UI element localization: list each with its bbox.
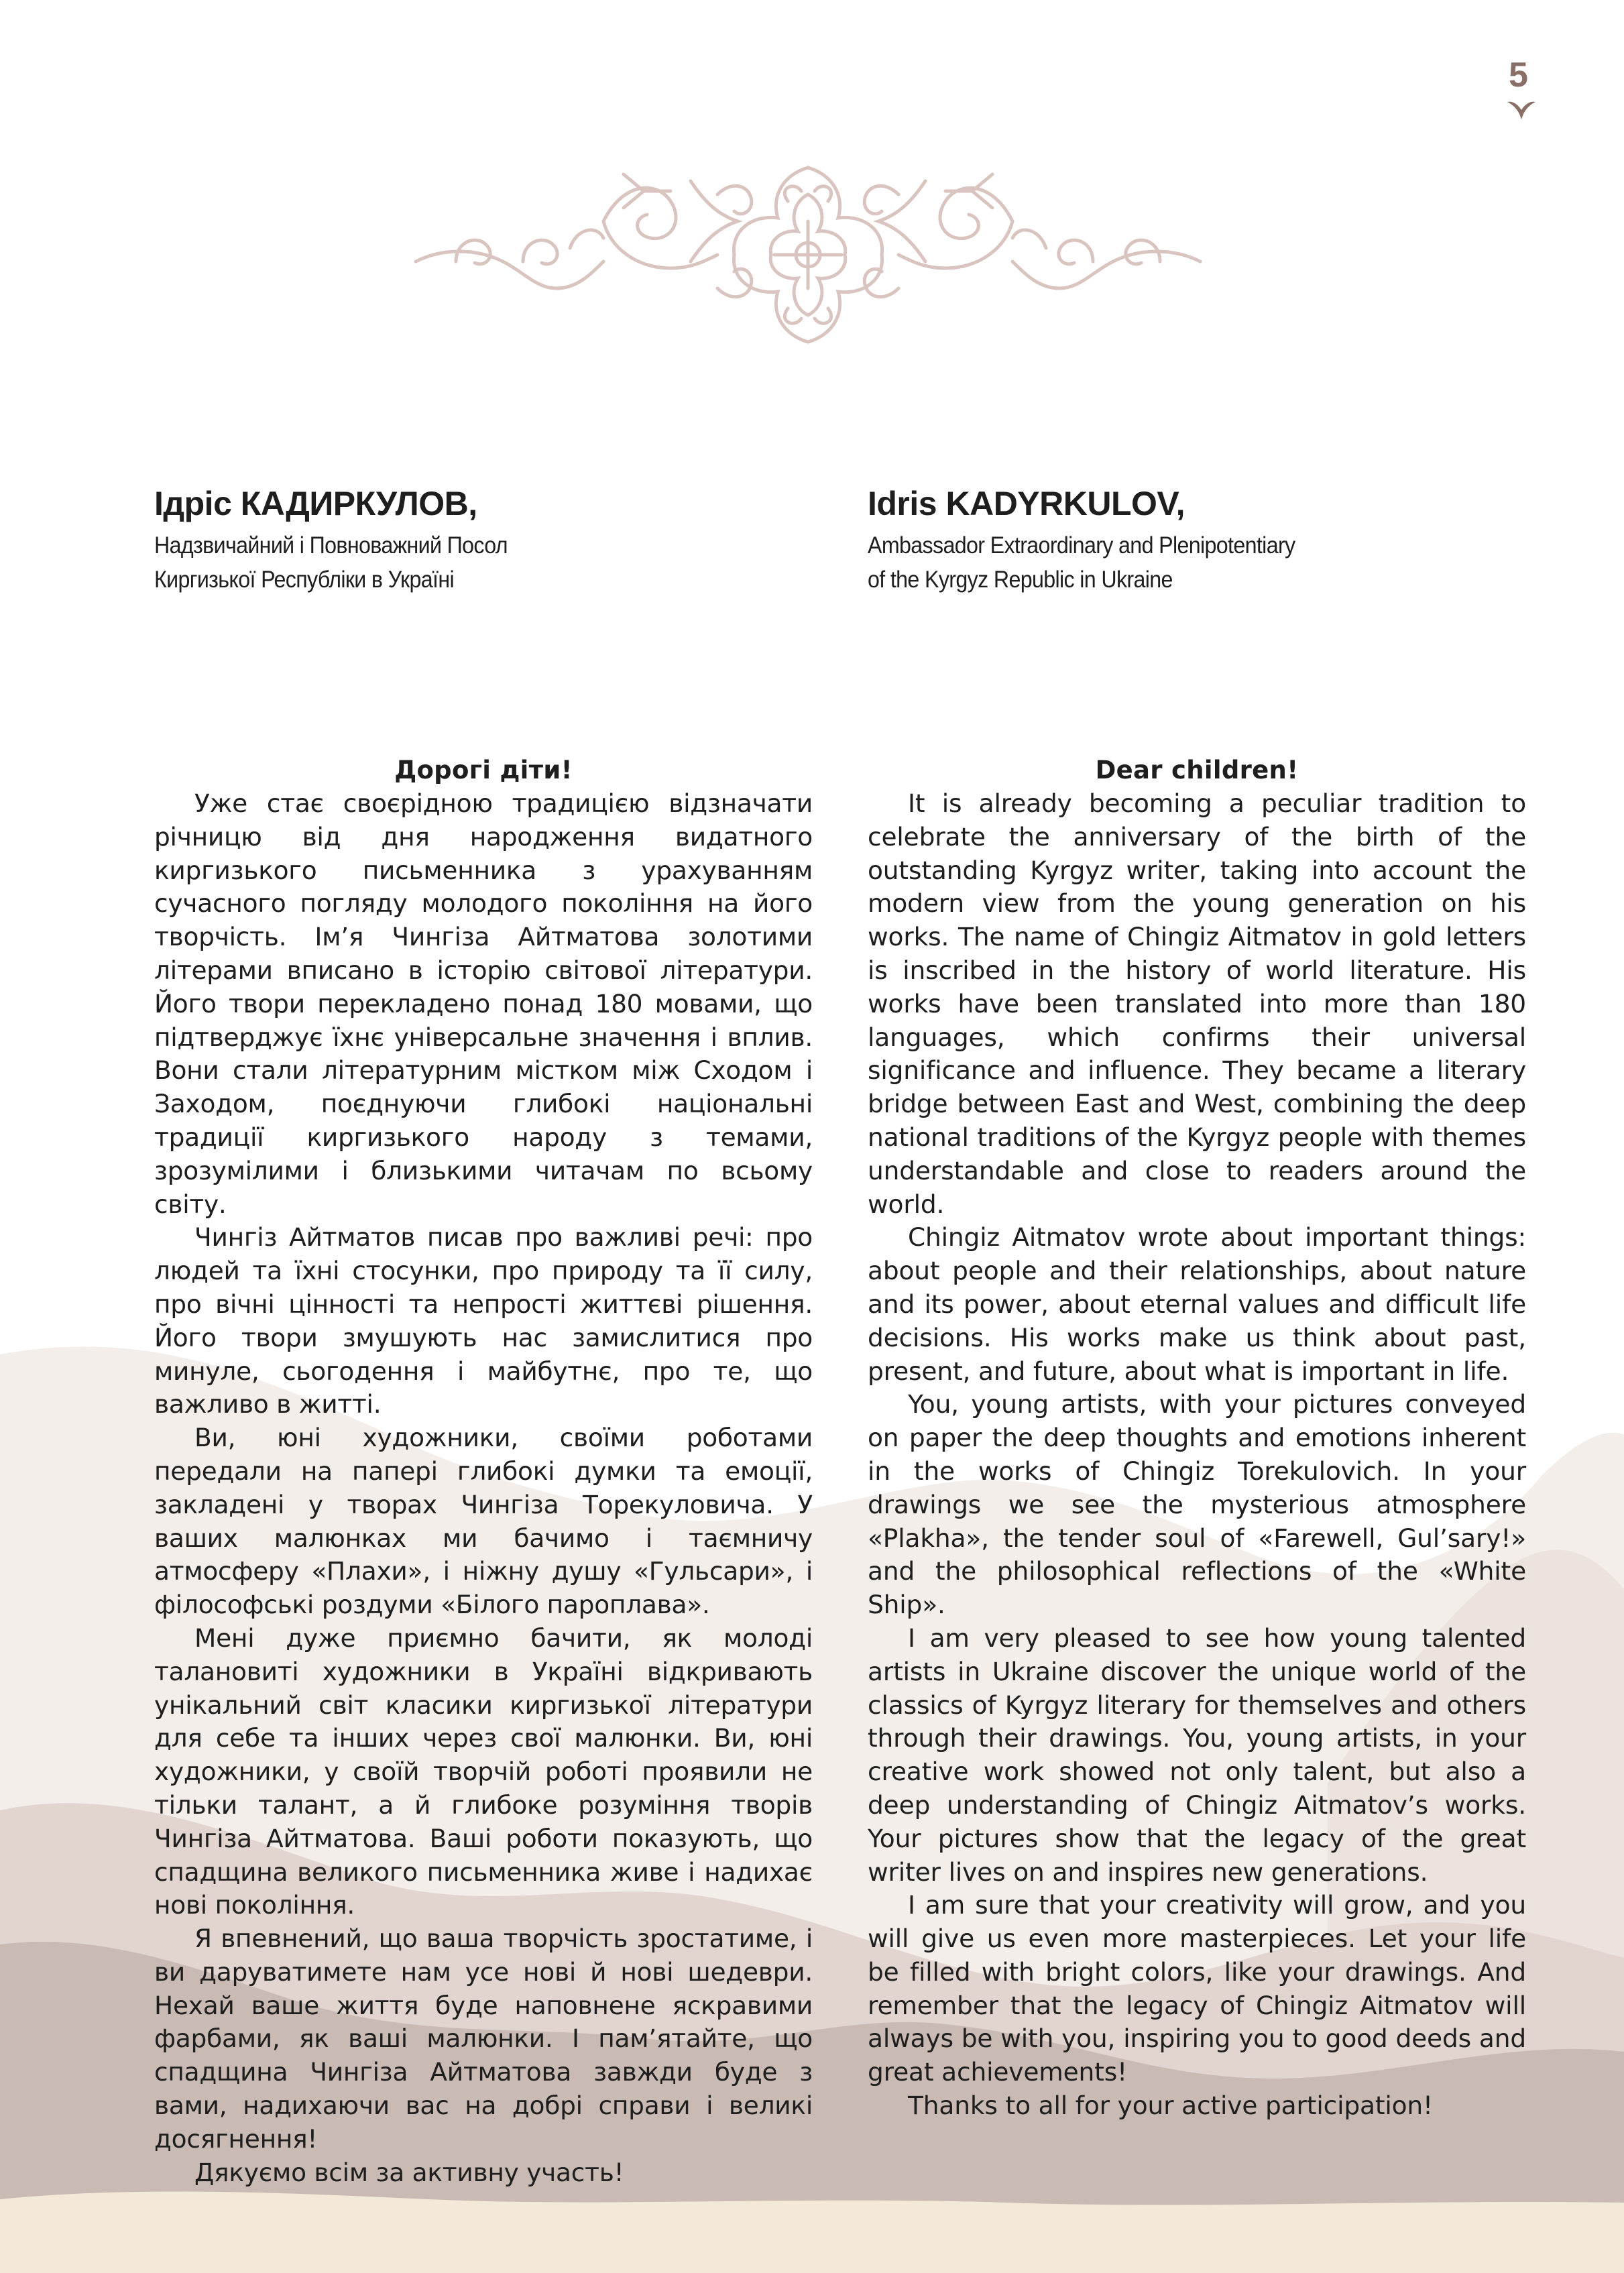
page-number: 5 [1509,56,1528,95]
ornament-right [864,174,1200,297]
author-role-en-line2: of the Kyrgyz Republic in Ukraine [868,567,1173,593]
letter-paragraph-en: I am very pleased to see how young talented artists in Ukraine discover the unique world of the classics of Kyrgyz literary for themselves and others through their drawings. You, young artists, in your creative work showed not only talent, but also a deep understanding of Chingiz Aitmatov’s works. Your pictures show that the legacy of the great writer lives on and inspires new generations. [868,1623,1526,1887]
ornament-center [734,168,882,342]
letter-body-en [868,787,1526,2123]
letter-heading-uk: Дорогі діти! [394,756,573,784]
letter-paragraph-uk: Ви, юні художники, своїми роботами передали на папері глибокі думки та емоції, закладені у творах Чингіза Торекуловича. У ваших малюнках ми бачимо і таємничу атмосферу «Плахи», і ніжну душу «Гульсари», і філософські роздуми «Білого пароплава». [154,1423,813,1620]
letter-paragraph-uk: Уже стає своєрідною традицією відзначати річницю від дня народження видатного киргизького письменника з урахуванням сучасного погляду молодого покоління на його творчість. Ім’я Чингіза Айтматова золотими літерами вписано в історію світової літератури. Його твори перекладено понад 180 мовами, що підтверджує їхнє універсальне значення і вплив. Вони стали літературним містком між Сходом і Заходом, поєднуючи глибокі національні традиції киргизького народу з темами, зрозумілими і близькими читачам по всьому світу. [154,789,813,1219]
author-role-uk-line1: Надзвичайний і Повноважний Посол [154,532,508,559]
letter-column-en [868,754,1526,2123]
letter-paragraph-en: Thanks to all for your active participation! [908,2091,1433,2121]
author-block-en [868,481,1332,597]
bird-icon [1506,98,1537,121]
author-role-en [868,528,1295,597]
letter-body-uk [154,787,813,2189]
author-role-en-line1: Ambassador Extraordinary and Plenipotentiary [868,532,1295,559]
letter-paragraph-uk: Мені дуже приємно бачити, як молоді талановиті художники в Україні відкривають унікальний світ класики киргизької літератури для себе та інших через свої малюнки. Ви, юні художники, у своїй творчій роботі проявили не тільки талант, а й глибоке розуміння творів Чингіза Айтматова. Ваші роботи показують, що спадщина великого письменника живе і надихає нові покоління. [154,1623,813,1920]
letter-paragraph-uk: Чингіз Айтматов писав про важливі речі: про людей та їхні стосунки, про природу та її силу, про вічні цінності та непрості життєві рішення. Його твори змушують нас замислитися про минуле, сьогодення і майбутнє, про те, що важливо в житті. [154,1222,813,1419]
kyrgyz-ornament [402,154,1214,349]
letter-paragraph-uk: Я впевнений, що ваша творчість зростатиме, і ви даруватимете нам усе нові й нові шедеври. Нехай ваше життя буде наповнене яскравими фарбами, як ваші малюнки. І пам’ятайте, що спадщина Чингіза Айтматова завжди буде з вами, надихаючи вас на добрі справи і великі досягнення! [154,1924,813,2154]
author-role-uk [154,528,508,597]
letter-paragraph-en: Chingiz Aitmatov wrote about important things: about people and their relationships, about nature and its power, about eternal values and difficult life decisions. His works make us think about past, present, and future, about what is important in life. [868,1222,1526,1386]
mountain-layer-front [0,2191,1624,2273]
letter-paragraph-en: You, young artists, with your pictures conveyed on paper the deep thoughts and emotions inherent in the works of Chingiz Torekulovich. In your drawings we see the mysterious atmosphere «Plakha», the tender soul of «Farewell, Gul’sary!» and the philosophical reflections of the «White Ship». [868,1389,1526,1620]
ornament-left [416,174,752,297]
letter-paragraph-uk: Дякуємо всім за активну участь! [194,2157,624,2187]
letter-column-uk [154,754,813,2189]
letter-paragraph-en: I am sure that your creativity will grow, and you will give us even more masterpieces. Let your life be filled with bright colors, like your drawings. And remember that the legacy of Chingiz Aitmatov will always be with you, inspiring you to good deeds and great achievements! [868,1890,1526,2087]
author-name-uk: Ідріс КАДИРКУЛОВ, [154,485,477,522]
letter-heading-en: Dear children! [1095,756,1299,784]
author-block-uk [154,481,538,597]
letter-paragraph-en: It is already becoming a peculiar tradition to celebrate the anniversary of the birth of the outstanding Kyrgyz writer, taking into account the modern view from the young generation on his works. The name of Chingiz Aitmatov in gold letters is inscribed in the history of world literature. His works have been translated into more than 180 languages, which confirms their universal significance and influence. They became a literary bridge between East and West, combining the deep national traditions of the Kyrgyz people with themes understandable and close to readers around the world. [868,789,1526,1219]
author-name-en: Idris KADYRKULOV, [868,485,1185,522]
author-role-uk-line2: Киргизької Республіки в Україні [154,567,454,593]
